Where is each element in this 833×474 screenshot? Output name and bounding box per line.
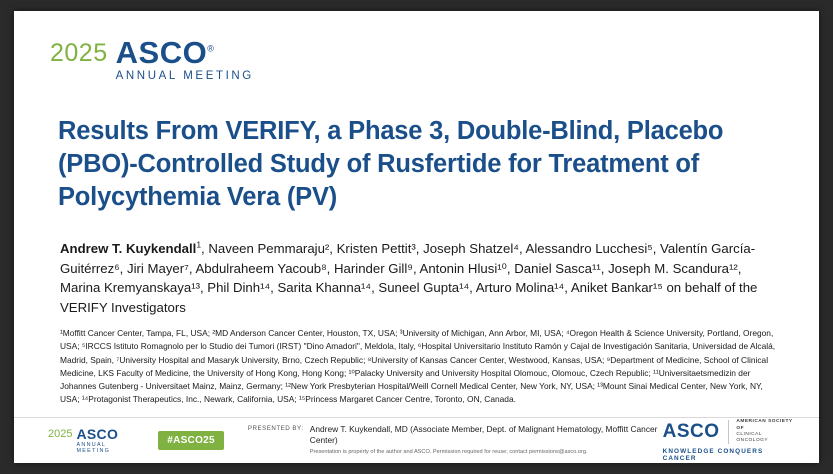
logo-divider — [728, 420, 729, 444]
asco-society-logo — [663, 419, 801, 462]
asco-tagline: KNOWLEDGE CONQUERS CANCER — [662, 447, 764, 462]
presented-by-label: PRESENTED BY: — [247, 425, 304, 433]
asco-society-line1: AMERICAN SOCIETY OF — [736, 419, 793, 431]
asco-society-fullname — [736, 419, 793, 445]
presenter-details — [310, 424, 663, 456]
logo-asco-text: ASCO — [115, 35, 208, 70]
footer-logo-text-block — [76, 427, 136, 454]
asco-society-wordmark: ASCO — [662, 421, 720, 442]
footer-logo-year: 2025 — [48, 428, 73, 441]
affiliations-list: ¹Moffitt Cancer Center, Tampa, FL, USA; ²MD Anderson Cancer Center, Houston, TX, USA; ³University of Michigan, Ann Arbor, MI, USA; ⁴Oregon Health & Science University, Portland, Oregon, USA; ⁵IRCCS Istituto Romagnolo per lo Studio dei Tumori (IRST) "Dino Amadori", Meldola, Italy, ⁶Hospital Universitario Instituto Ramón y Cajal de Investigación Sanitaria, Universidad de Alcalá, Madrid, Spain, ⁷University Hospital and Masaryk University, Brno, Czech Republic; ⁸University of Kansas Cancer Center, Westwood, Kansas, USA; ⁹Department of Medicine, School of Clinical Medicine, LKS Faculty of Medicine, the University of Hong Kong, Hong Kong; ¹⁰Palacky University and University Hospital Olomouc, Olomouc, Czech Republic; ¹¹Universitaetsmedizin der Johannes Gutenberg - Universitaet Mainz, Mainz, Germany; ¹²New York Presbyterian Hospital/Weill Cornell Medical Center, New York, NY, USA; ¹³Mount Sinai Medical Center, New York, NY, USA; ¹⁴Protagonist Therapeutics, Inc., Newark, California, USA; ¹⁵Princess Margaret Cancer Centre, Toronto, ON, Canada. — [60, 328, 776, 405]
hashtag-badge: #ASCO25 — [158, 431, 224, 450]
footer-logo-wordmark: ASCO — [76, 426, 119, 443]
logo-text-block — [116, 37, 254, 83]
logo-annual-meeting: ANNUAL MEETING — [115, 70, 254, 82]
lead-author: Andrew T. Kuykendall — [60, 241, 197, 256]
asco-society-logo-inner — [663, 419, 793, 462]
registered-mark-icon: ® — [207, 43, 215, 54]
author-list — [60, 239, 779, 317]
footer-asco-logo — [48, 427, 136, 454]
lead-author-affiliation-marker: 1 — [196, 239, 202, 250]
asco-society-line2: CLINICAL ONCOLOGY — [736, 432, 769, 444]
slide-title: Results From VERIFY, a Phase 3, Double-Blind, Placebo (PBO)-Controlled Study of Rusfertide for Treatment of Polycythemia Vera (PV) — [58, 117, 724, 212]
presentation-slide — [14, 11, 819, 463]
presenter-name: Andrew T. Kuykendall, MD (Associate Member, Dept. of Malignant Hematology, Moffitt Cancer Center) — [309, 424, 658, 446]
presenter-block — [248, 424, 663, 456]
co-authors: , Naveen Pemmaraju², Kristen Pettit³, Joseph Shatzel⁴, Alessandro Lucchesi⁵, Valentín García-Guitérrez⁶, Jiri Mayer⁷, Abdulraheem Yacoub⁸, Harinder Gill⁹, Antonin Hlusi¹⁰, Daniel Sasca¹¹, Joseph M. Scandura¹², Marina Kremyanskaya¹³, Phil Dinh¹⁴, Sarita Khanna¹⁴, Suneel Gupta¹⁴, Arturo Molina¹⁴, Aniket Bankar¹⁵ on behalf of the VERIFY Investigators — [60, 241, 758, 315]
slide-footer — [14, 417, 819, 463]
permission-note: Presentation is property of the author and ASCO. Permission required for reuse; contact permissions@asco.org. — [309, 449, 588, 456]
asco-logo — [50, 37, 254, 83]
footer-logo-annual-meeting: ANNUAL MEETING — [76, 442, 111, 454]
logo-asco-wordmark — [116, 37, 215, 68]
logo-year: 2025 — [50, 39, 108, 67]
